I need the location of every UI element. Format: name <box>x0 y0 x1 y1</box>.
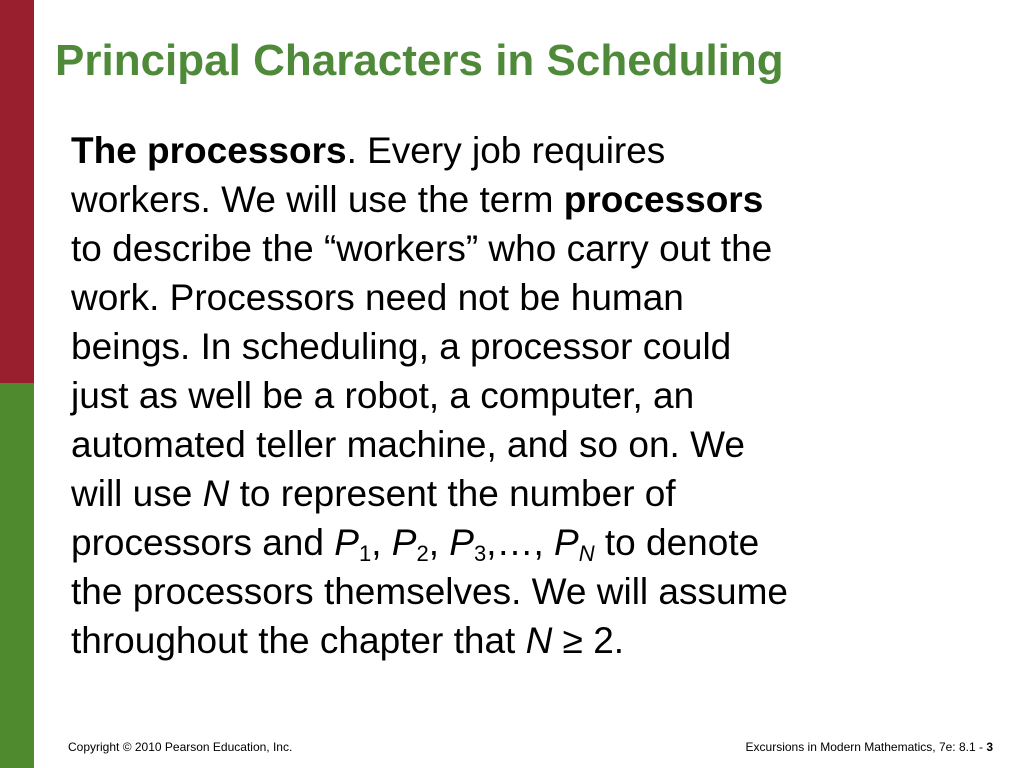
variable-n-condition: N <box>525 620 553 661</box>
term-processors: processors <box>563 179 764 220</box>
body-line-6: just as well be a robot, a computer, an <box>71 375 695 416</box>
footer-copyright: Copyright © 2010 Pearson Education, Inc. <box>68 740 293 754</box>
footer-book-reference: Excursions in Modern Mathematics, 7e: 8.1 - 3 <box>745 740 993 754</box>
body-line-4: work. Processors need not be human <box>71 277 684 318</box>
body-line-2: workers. We will use the term processors <box>71 179 764 220</box>
processor-p3: P <box>449 522 474 563</box>
processor-p1: P <box>334 522 359 563</box>
processor-pn: P <box>554 522 579 563</box>
side-bar-green-segment <box>0 383 34 768</box>
side-bar-red-segment <box>0 0 34 383</box>
body-line-1: The processors. Every job requires <box>71 130 666 171</box>
body-line-9: processors and $P_1$, $P_2$, $P_3,\dots$, $P_N$ to denote <box>71 522 760 566</box>
body-line-3: to describe the “workers” who carry out the <box>71 228 773 269</box>
side-accent-bar <box>0 0 34 768</box>
processor-p2: P <box>391 522 417 563</box>
term-the-processors: The processors <box>71 130 347 171</box>
body-line-11: throughout the chapter that N ≥ 2. <box>71 620 625 661</box>
body-line-7: automated teller machine, and so on. We <box>71 424 745 465</box>
slide-title: Principal Characters in Scheduling <box>55 36 784 85</box>
variable-n: N <box>202 473 230 514</box>
body-line-8: will use N to represent the number of <box>71 473 676 514</box>
slide-body <box>71 126 971 665</box>
body-line-5: beings. In scheduling, a processor could <box>71 326 732 367</box>
page-number: 3 <box>986 740 993 754</box>
body-line-10: the processors themselves. We will assume <box>71 571 788 612</box>
